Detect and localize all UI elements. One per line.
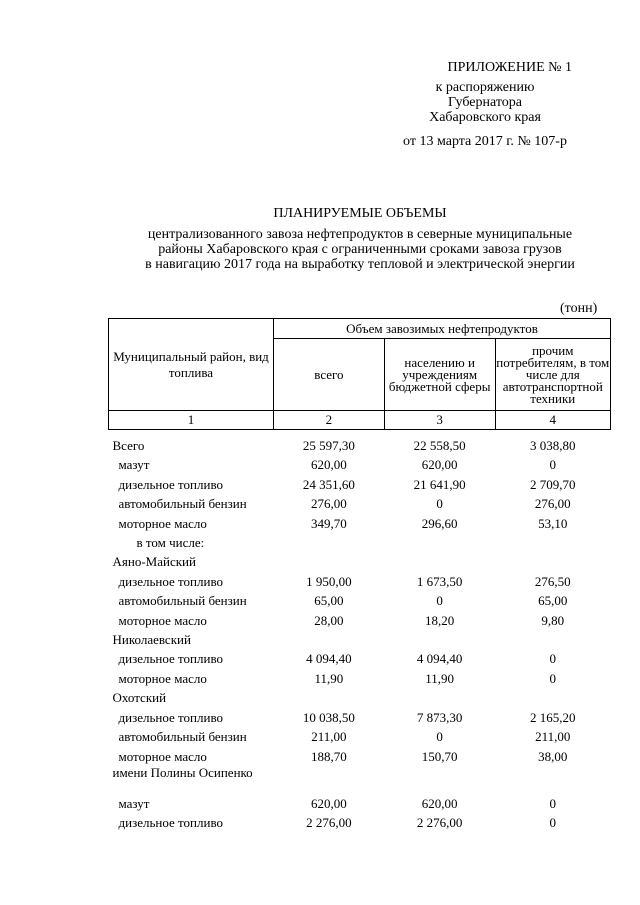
row-label: моторное масло bbox=[118, 612, 207, 628]
table-row bbox=[109, 669, 611, 688]
header-col-number: 2 bbox=[274, 411, 385, 430]
row-label: дизельное топливо bbox=[118, 709, 223, 725]
cell-budget: 0 bbox=[436, 729, 443, 745]
cell-total: 188,70 bbox=[311, 748, 347, 764]
cell-budget: 0 bbox=[436, 593, 443, 609]
cell-total: 1 950,00 bbox=[306, 573, 352, 589]
cell-other: 53,10 bbox=[538, 515, 568, 531]
row-label: дизельное топливо bbox=[118, 651, 223, 667]
cell-other: 9,80 bbox=[541, 612, 565, 628]
cell-total bbox=[274, 766, 385, 794]
cell-other: 2 709,70 bbox=[530, 476, 576, 492]
cell-budget bbox=[384, 533, 495, 552]
table-row bbox=[109, 649, 611, 668]
cell-total: 620,00 bbox=[311, 795, 347, 811]
table-row bbox=[109, 455, 611, 474]
cell-budget: 620,00 bbox=[421, 795, 458, 811]
cell-budget: 296,60 bbox=[421, 515, 458, 531]
cell-budget bbox=[384, 630, 495, 649]
cell-other bbox=[495, 533, 610, 552]
row-label: мазут bbox=[118, 795, 150, 811]
row-label: автомобильный бензин bbox=[118, 593, 247, 609]
cell-other bbox=[495, 630, 610, 649]
appendix-date: от 13 марта 2017 г. № 107-р bbox=[403, 134, 567, 149]
cell-other: 211,00 bbox=[535, 729, 571, 745]
cell-total: 4 094,40 bbox=[306, 651, 352, 667]
cell-total bbox=[274, 533, 385, 552]
cell-total: 10 038,50 bbox=[302, 709, 355, 725]
cell-total: 28,00 bbox=[314, 612, 344, 628]
table-row bbox=[109, 430, 611, 456]
table-row bbox=[109, 572, 611, 591]
row-label: имени Полины Осипенко bbox=[112, 764, 253, 780]
header-col-number: 4 bbox=[495, 411, 610, 430]
table-row bbox=[109, 688, 611, 707]
document-heading: ПЛАНИРУЕМЫЕ ОБЪЕМЫ bbox=[273, 206, 447, 221]
cell-other bbox=[495, 552, 610, 571]
cell-total bbox=[274, 688, 385, 707]
document-subtitle-line-1: централизованного завоза нефтепродуктов в северные муниципальные bbox=[147, 227, 573, 242]
cell-other: 3 038,80 bbox=[530, 438, 576, 453]
cell-other: 38,00 bbox=[538, 748, 568, 764]
cell-total bbox=[274, 552, 385, 571]
row-label: моторное масло bbox=[118, 670, 207, 686]
cell-other: 2 165,20 bbox=[530, 709, 576, 725]
row-label: моторное масло bbox=[118, 748, 207, 764]
cell-total: 349,70 bbox=[311, 515, 347, 531]
cell-total: 211,00 bbox=[311, 729, 347, 745]
row-label: дизельное топливо bbox=[118, 476, 223, 492]
table-row bbox=[109, 611, 611, 630]
row-label: дизельное топливо bbox=[118, 573, 223, 589]
document-title-block bbox=[100, 206, 620, 272]
cell-budget: 150,70 bbox=[421, 748, 458, 764]
header-other: прочим потребителям, в том числе для автотранспортной техники bbox=[495, 339, 610, 411]
row-label: Аяно-Майский bbox=[112, 554, 196, 570]
cell-budget: 18,20 bbox=[425, 612, 455, 628]
cell-other: 0 bbox=[549, 651, 556, 667]
table-row bbox=[109, 766, 611, 794]
cell-budget: 7 873,30 bbox=[416, 709, 463, 725]
table-row bbox=[109, 494, 611, 513]
table-row bbox=[109, 794, 611, 813]
appendix-line-order: к распоряжению bbox=[435, 80, 535, 95]
row-label: Всего bbox=[112, 438, 145, 453]
header-volume-group: Объем завозимых нефтепродуктов bbox=[274, 319, 611, 339]
appendix-block bbox=[360, 60, 610, 149]
row-label: дизельное топливо bbox=[118, 815, 223, 831]
cell-other: 276,50 bbox=[534, 573, 571, 589]
cell-total: 276,00 bbox=[311, 496, 347, 512]
cell-budget: 21 641,90 bbox=[413, 476, 466, 492]
row-label: Николаевский bbox=[112, 632, 191, 648]
cell-other: 0 bbox=[549, 670, 556, 686]
cell-budget bbox=[384, 552, 495, 571]
cell-other: 0 bbox=[549, 457, 556, 473]
document-subtitle-line-3: в навигацию 2017 года на выработку тепловой и электрической энергии bbox=[145, 257, 575, 272]
header-total: всего bbox=[274, 339, 385, 411]
unit-label: (тонн) bbox=[560, 301, 598, 316]
cell-budget: 11,90 bbox=[425, 670, 455, 686]
header-col-number: 1 bbox=[109, 411, 274, 430]
cell-budget: 2 276,00 bbox=[416, 815, 463, 831]
table-row bbox=[109, 591, 611, 610]
cell-budget bbox=[384, 688, 495, 707]
cell-total: 25 597,30 bbox=[302, 438, 355, 453]
cell-budget: 4 094,40 bbox=[416, 651, 463, 667]
header-district: Муниципальный район, вид топлива bbox=[109, 319, 274, 411]
header-col-number: 3 bbox=[384, 411, 495, 430]
table-row bbox=[109, 813, 611, 832]
cell-budget: 620,00 bbox=[421, 457, 458, 473]
row-label: автомобильный бензин bbox=[118, 496, 247, 512]
table-row bbox=[109, 630, 611, 649]
table-row bbox=[109, 533, 611, 552]
table-row bbox=[109, 475, 611, 494]
cell-other: 0 bbox=[549, 815, 556, 831]
cell-total: 620,00 bbox=[311, 457, 347, 473]
appendix-line-governor: Губернатора bbox=[447, 95, 523, 110]
cell-total: 11,90 bbox=[314, 670, 344, 686]
row-label: автомобильный бензин bbox=[118, 729, 247, 745]
cell-total: 65,00 bbox=[314, 593, 344, 609]
table-row bbox=[109, 708, 611, 727]
cell-total: 2 276,00 bbox=[306, 815, 352, 831]
cell-other bbox=[495, 688, 610, 707]
cell-total bbox=[274, 630, 385, 649]
row-label: в том числе: bbox=[136, 535, 205, 551]
cell-budget: 22 558,50 bbox=[413, 438, 466, 453]
table-row bbox=[109, 747, 611, 766]
volumes-table bbox=[108, 318, 611, 833]
row-label: Охотский bbox=[112, 690, 167, 706]
table-row bbox=[109, 552, 611, 571]
cell-total: 24 351,60 bbox=[302, 476, 355, 492]
cell-budget: 1 673,50 bbox=[416, 573, 463, 589]
cell-other: 276,00 bbox=[534, 496, 571, 512]
table-row bbox=[109, 514, 611, 533]
cell-other bbox=[495, 766, 610, 794]
cell-budget: 0 bbox=[436, 496, 443, 512]
document-subtitle-line-2: районы Хабаровского края с ограниченными сроками завоза грузов bbox=[158, 242, 562, 257]
cell-budget bbox=[384, 766, 495, 794]
row-label: мазут bbox=[118, 457, 150, 473]
row-label: моторное масло bbox=[118, 515, 207, 531]
appendix-number: ПРИЛОЖЕНИЕ № 1 bbox=[447, 60, 572, 75]
cell-other: 0 bbox=[549, 795, 556, 811]
appendix-line-region: Хабаровского края bbox=[429, 110, 541, 125]
cell-other: 65,00 bbox=[538, 593, 568, 609]
table-row bbox=[109, 727, 611, 746]
header-budget: населению и учреждениям бюджетной сферы bbox=[384, 339, 495, 411]
